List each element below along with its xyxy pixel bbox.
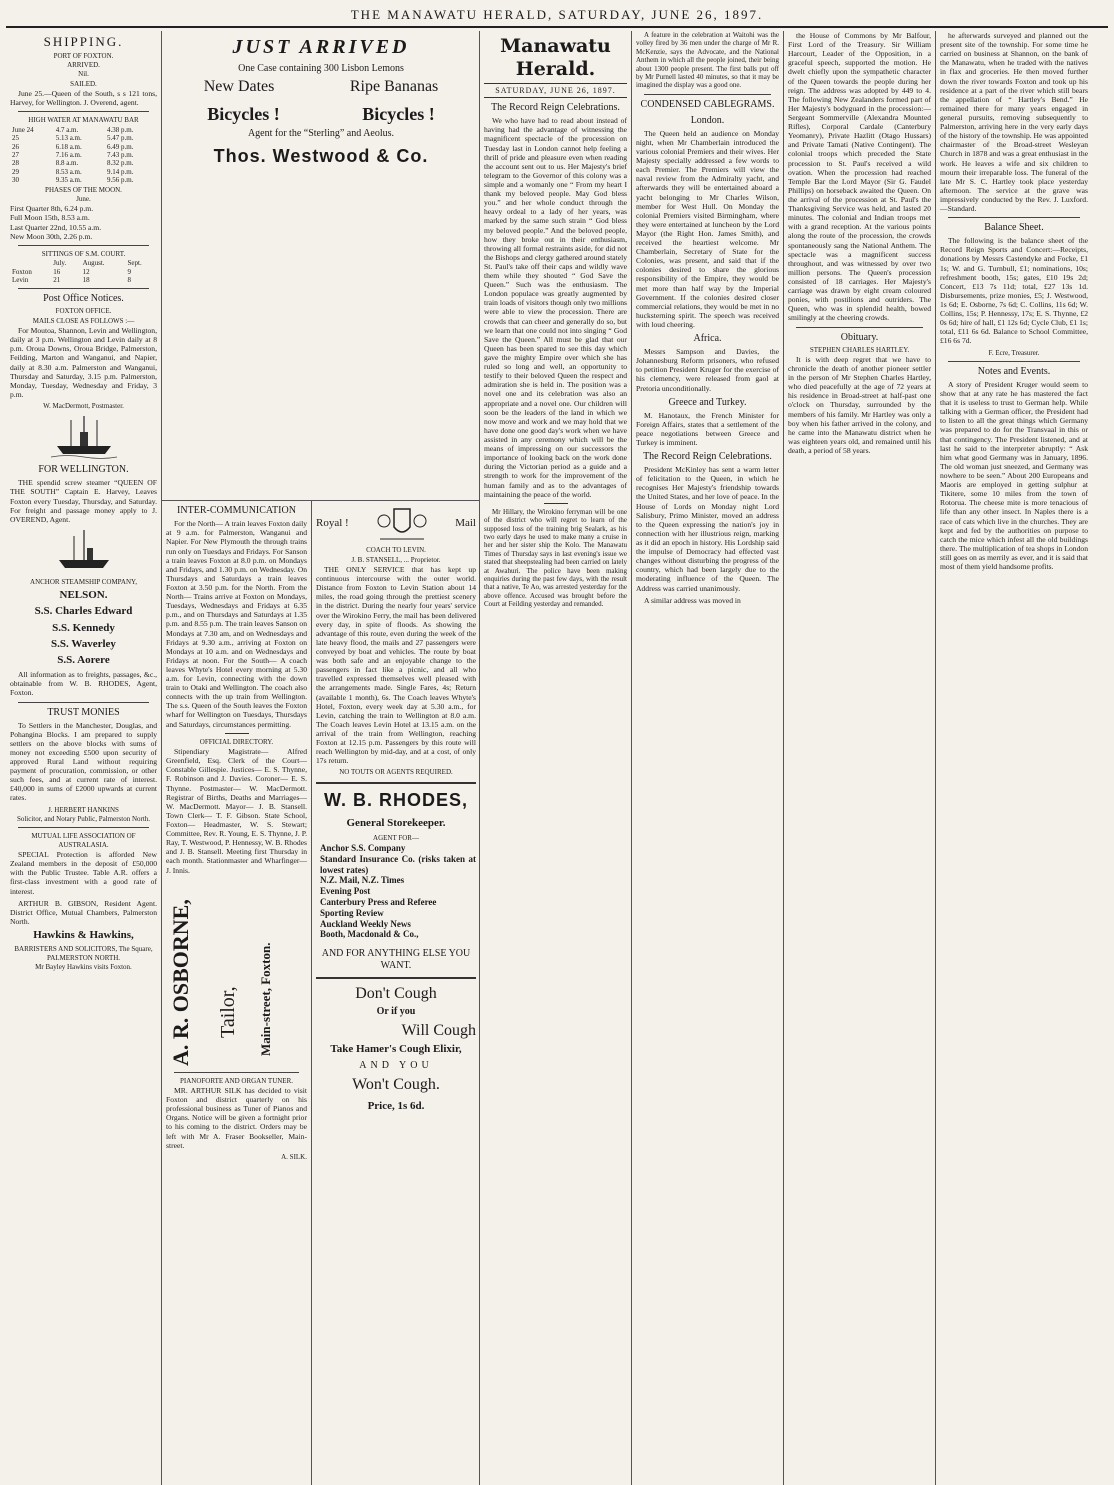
silk-signature: A. SILK. <box>281 1152 307 1161</box>
arrived-label: ARRIVED. <box>67 60 100 69</box>
high-water-row <box>10 176 157 184</box>
anchor-ship-icon <box>49 528 119 574</box>
hankins-name: J. HERBERT HANKINS <box>48 805 119 814</box>
post-office-title: Post Office Notices. <box>43 293 124 305</box>
high-water-table <box>10 126 157 185</box>
shipping-title: SHIPPING. <box>43 34 124 49</box>
bananas-text: Ripe Bananas <box>349 78 439 95</box>
trust-title: TRUST MONIES <box>47 706 120 718</box>
divider <box>316 782 476 784</box>
moon-title: PHASES OF THE MOON. <box>45 185 122 194</box>
agency-item: Evening Post <box>320 886 371 897</box>
hawkins-visit: Mr Bayley Hawkins visits Foxton. <box>35 962 132 971</box>
piano-text: MR. ARTHUR SILK has decided to visit Foxton and district quarterly on his professional business as Tuner of Pianos and Organs. Notice will be given a fortnight prior to his coming to the district. Orders may be left with Mr A. Fraser Bookseller, Main-street. <box>166 1086 307 1150</box>
gibson-text: ARTHUR B. GIBSON, Resident Agent. District Office, Mutual Chambers, Palmerston North. <box>10 898 157 926</box>
just-arrived-title: JUST ARRIVED <box>232 36 410 58</box>
just-arrived-ad <box>162 31 480 501</box>
divider <box>174 1072 299 1073</box>
osborne-tailor: Tailor, <box>217 985 239 1038</box>
divider <box>544 503 568 504</box>
ship-name: S.S. Aorere <box>57 654 110 667</box>
high-water-cell: 8.8 a.m. <box>55 159 79 168</box>
steamer-icon <box>49 414 119 460</box>
divider <box>796 327 923 328</box>
anchor-title: ANCHOR STEAMSHIP COMPANY, <box>30 577 137 586</box>
mails-label: MAILS CLOSE AS FOLLOWS :— <box>32 316 135 325</box>
moon-phase: Last Quarter 22nd, 10.55 a.m. <box>10 222 102 232</box>
column-6 <box>936 31 1092 1485</box>
column-3 <box>480 31 632 1485</box>
reign2-text: President McKinley has sent a warm letter of felicitation to the Queen, in which he recognises Her Majesty's friendship towards the United States, and her love of peace. In the House of Lords on Monday night Lord Salisbury, Primo Minister, moved an address to the Queen expressing the nation's joy in connection with her illustrious reign, marking as it did an epoch in history. His Lordship said the impulse of Democracy had effected vast changes without disturbing the progress of the country, which had been largely due to the moderating influence of the Queen. The Address was carried unanimously. <box>636 465 779 593</box>
notes-text: A story of President Kruger would seem to show that at any rate he has mastered the fact that it is useless to trust to German help. While talking with a German officer, the President had to listen to all the great things which Germany was prepared to do for the Transvaal in this or that contingency. The President listened, and at last he said to the interpreter abruptly: “ Ask him what good Germany was in January, 1896. The old woman just sneezed, and Germany was nowhere to be seen.” About 200 Europeans and Maoris are employed in getting sulphur at Tikitere, some 10 miles from the town of Rotorua. The cheese mite is more tenacious of life than any other insect. In Naples there is a race of cats which live in the churches. They are kept and fed by the authorities on purpose to catch the mice which infest all the old buildings there. The multiplication of tea shops in London still goes on as merrily as ever, and it is said that most of them yield handsome profits. <box>940 379 1088 572</box>
london-title: London. <box>690 114 725 126</box>
column-4 <box>632 31 784 1485</box>
agency-item: Sporting Review <box>320 907 384 918</box>
divider <box>644 94 771 95</box>
balance-title: Balance Sheet. <box>984 222 1044 234</box>
high-water-row <box>10 134 157 142</box>
will-cough: Will Cough <box>401 1022 476 1040</box>
court-header-cell: July. <box>53 259 67 268</box>
similar-text: A similar address was moved in <box>644 595 741 605</box>
agency-item: Auckland Weekly News <box>320 918 411 929</box>
moon-phase: New Moon 30th, 2.26 p.m. <box>10 231 93 241</box>
columns <box>6 31 1108 1485</box>
hawkins-title: Hawkins & Hawkins, <box>33 928 134 941</box>
high-water-cell: 30 <box>12 176 19 185</box>
sailed-text: June 25.—Queen of the South, s s 121 tons, Harvey, for Wellington. J. Overend, agent. <box>10 89 157 108</box>
agency-item: Canterbury Press and Referee <box>320 896 437 907</box>
anchor-info: All information as to freights, passages, &c., obtainable from W. B. RHODES, Agent, Foxton. <box>10 670 157 698</box>
high-water-row <box>10 168 157 176</box>
coach-text: THE ONLY SERVICE that has kept up continuous intercourse with the outer world. Distance from Foxton to Levin Station about 14 miles, the road going through the prettiest scenery in the district. During the nearly four years' service over the Wirokino Ferry, the mail has been delivered every day, in spite of floods. As showing the advantage of this route, even during the week of the late heavy flood, the mails and 27 passengers were conveyed by boat and vehicles. The route by boat was both safe and an enjoyable change to the passengers in fact like a picnic, and all who travelled expressed themselves well pleased with the arrangements made. Single Fares, 4s; Return (available 1 month), 6s. The Coach leaves Whyte's Hotel, Foxton, every week day at 5.30 a.m., for Levin, catching the train to Wellington at 8.0 a.m. The Coach leaves Levin Hotel at 13.15 a.m. on the arrival of the train from Wellington, reaching Foxton at 12.15 p.m. Passengers by this route will reach Wellington by mid-day, and at a cost, of only 17s return. <box>316 564 476 766</box>
divider <box>948 361 1080 362</box>
high-water-title: HIGH WATER AT MANAWATU BAR <box>28 116 139 125</box>
high-water-cell: 5.13 a.m. <box>55 134 82 143</box>
agency-item: Booth, Macdonald & Co., <box>320 929 419 940</box>
high-water-cell: 28 <box>12 159 19 168</box>
hawkins-sub: BARRISTERS AND SOLICITORS, The Square, PALMERSTON NORTH. <box>14 945 153 962</box>
court-cell: 9 <box>127 267 132 276</box>
ships-list <box>10 605 157 667</box>
high-water-cell: 6.18 a.m. <box>55 142 82 151</box>
high-water-cell: 7.43 p.m. <box>107 150 134 159</box>
court-row <box>10 276 157 284</box>
bicycles-row <box>166 104 476 126</box>
high-water-cell: 8.53 a.m. <box>55 167 82 176</box>
high-water-cell: June 24 <box>12 125 34 134</box>
mutual-text: SPECIAL Protection is afforded New Zealand members in the deposit of £50,000 with the Public Trustee. Table A.R. offers a first-class investment with a good rate of interest. <box>10 850 157 896</box>
court-cell: 8 <box>127 275 132 284</box>
bicycle-agent: Agent for the “Sterling” and Aeolus. <box>247 127 395 139</box>
divider <box>316 977 476 979</box>
court-header-cell: Sept. <box>127 259 142 268</box>
agency-item: N.Z. Mail, N.Z. Times <box>320 875 405 886</box>
court-table <box>10 259 157 284</box>
reign-text: We who have had to read about instead of having had the advantage of witnessing the magnificent spectacle of the procession on Tuesday last in London cannot help feeling a thrill of pride and pleasure even when reading the account sent out to us. Her Majesty's brief telegram to the Governor of this colony was a simple and a womanly one “ From my heart I thank my beloved people. May God bless you.” and her whole conduct through the heavy ordeal to a lady of her years, was marked by the same such strain “ God bless my beloved people.” And the beloved people, how they broke out in their enthusiasm, throwing all formal restraints aside, for did not the Bishops and clergy gathered around stately St. Paul's take off their caps and wildly wave them while they shouted “ God Save the Queen.” Such was the enthusiasm. The London populace was greatly augmented by train loads of visitors though only two millions were able to view the procession. There are crowds that can cheer and generally do so, but we learn that one could not into singing “ God Save the Queen.” All must be glad that our Queen has been spared to see this day which gave the mighty Empire over which she has ruled so long and well, an opportunity to testify to their beloved Queen the respect and admiration she is held in. The position was a novel one and its celebration was also an appropriate and a novel one. Our children will soon be the leaders of the land in which we now move and work and we may hold that we have done one good day's work when we have assisted in any ceremony which will be the means of impressing on our successors the importance of looking back on the work done during the Victorian period as a guide and a strength to work for the improvement of the human family and as to the advantages of maintaining the peace of the world. <box>484 116 627 499</box>
court-cell: Levin <box>12 275 29 284</box>
high-water-cell: 29 <box>12 167 19 176</box>
ship-name: S.S. Charles Edward <box>34 605 133 618</box>
high-water-cell: 26 <box>12 142 19 151</box>
postmaster: W. MacDermott, Postmaster. <box>43 401 124 410</box>
column-2-left <box>162 501 312 1485</box>
high-water-cell: 25 <box>12 134 19 143</box>
mail-label: Mail <box>455 516 476 529</box>
court-row <box>10 268 157 276</box>
reign2-title: The Record Reign Celebrations. <box>643 451 772 463</box>
obituary-title: Obituary. <box>840 331 879 343</box>
high-water-cell: 4.7 a.m. <box>55 125 79 134</box>
notes-title: Notes and Events. <box>977 365 1051 377</box>
hankins-sub: Solicitor, and Notary Public, Palmerston North. <box>16 814 151 823</box>
official-title: OFFICIAL DIRECTORY. <box>199 737 274 746</box>
coat-of-arms-icon <box>372 503 432 543</box>
court-header-cell: August. <box>82 259 105 268</box>
post-office-sub: FOXTON OFFICE. <box>55 307 112 316</box>
inter-title: INTER-COMMUNICATION <box>177 505 296 517</box>
column-2 <box>162 31 480 1485</box>
anything-text: AND FOR ANYTHING ELSE YOU WANT. <box>321 948 471 972</box>
bicycles-left: Bicycles ! <box>207 104 280 125</box>
high-water-cell: 9.14 p.m. <box>107 167 134 176</box>
issue-date: SATURDAY, JUNE 26, 1897. <box>484 83 627 99</box>
or-if: Or if you <box>376 1006 416 1018</box>
obituary-name: STEPHEN CHARLES HARTLEY. <box>809 345 910 354</box>
high-water-cell: 6.49 p.m. <box>107 142 134 151</box>
moon-list <box>10 204 157 240</box>
wont-cough: Won't Cough. <box>352 1075 440 1093</box>
high-water-row <box>10 159 157 167</box>
trust-text: To Settlers in the Manchester, Douglas, and Pohangina Blocks. I am prepared to supply settlers on the above blocks with sums of money not exceeding £500 upon security of approved Rural Land without requiring payment of procuration, commission, or other such fees, and at current rate of interest. £40,000 in sums of £2000 upwards at current rates. <box>10 720 157 803</box>
inter-text: For the North— A train leaves Foxton daily at 9 a.m. for Palmerston, Wanganui and Napier. For New Plymouth the through trains run only on Tuesdays and Fridays. For Sanson a train leaves Foxton at 8.0 p.m. on Mondays and Fridays, and 1.30 p.m. on Wednesday. On Thursdays and Saturdays a train leaves Foxton at 3.50 p.m. for the North. From the North— Trains arrive at Foxton on Mondays, Tuesdays, Wednesdays and Fridays at 6.35 p.m., and on Thursdays and Saturdays at 1.35 p.m. and 8.55 p.m. The train leaves Sanson on Mondays at 7.30 am, and on Wednesdays and Fridays at 9.30 a.m., arriving at Foxton on Mondays at 10 a.m. and on Wednesdays and Fridays at noon. For the South— A coach leaves Whyte's Hotel every morning at 5.30 a.m. for Levin, connecting with the down train to Otaki and Wellington. The coach also connects with the up train from Wellington. The s.s. Queen of the South leaves the Foxton wharf for Wellington on Tuesdays, Thursdays and Saturdays, circumstances permitting. <box>166 519 307 729</box>
column-2-right <box>312 501 480 1485</box>
high-water-cell: 7.16 a.m. <box>55 150 82 159</box>
official-text: Stipendiary Magistrate— Alfred Greenfield, Esq. Clerk of the Court— Constable Gillespie. Justices— E. S. Thynne, F. Robinson and J. Davies. Coroner— E. S. Thynne. Postmaster— W. MacDermott. Registrar of Births, Deaths and Marriages— W. MacDermott. Mayor— J. B. Stansell. Town Clerk— T. F. Gibson. State School, Foxton— Headmaster, W. S. Stewart; Committee, Rev. R. Young, E. S. Thynne, J. P. Ray, T. Westwood, P. Hennessy, W. B. Rhodes and J. B. Stansell. Meeting first Thursday in each month. Stationmaster and Wharfinger— J. Innis. <box>166 747 307 875</box>
high-water-row <box>10 126 157 134</box>
court-header-cell <box>10 259 51 267</box>
high-water-cell: 27 <box>12 150 19 159</box>
celebration-text: A feature in the celebration at Waitohi was the volley fired by 36 men under the charge of Mr R. McKenzie, says the Advocate, and the National Anthem in which all the people joined, their being about 1300 people present. The first balls put off by Mr Purnell lasted 40 minutes, so that it may be imagined the display was a good one. <box>636 31 779 90</box>
column-1 <box>6 31 162 1485</box>
treasurer: F. Ecre, Treasurer. <box>988 348 1040 357</box>
agent-for: AGENT FOR— <box>373 833 419 842</box>
royal-mail-header <box>316 501 476 545</box>
column-5 <box>784 31 936 1485</box>
lemons-text: One Case containing 300 Lisbon Lemons <box>238 63 404 74</box>
obituary-text: It is with deep regret that we have to chronicle the death of another pioneer settler in the person of Mr Stephen Charles Hartley, who died peacefully at the age of 72 years at his residence in Broad-street at half-past one o'clock on Thursday, surrounded by the members of his family. Mr Hartley was only a boy when his father arrived in the colony, and he came into the Manawatu district when he was eighteen years old, and remained until his death, a period of 58 years. <box>788 354 931 455</box>
balance-text: The following is the balance sheet of the Record Reign Sports and Concert:—Receipts, donations by Messrs Castendyke and Focke, £1 1s; W. and G. Turnbull, £1; nominations, 10s; refreshment booth, 15s; gates, £10 19s 2d; Concert, £13 7s 11d; total, £27 13s 1d. Disbursements, prize monies, £5; J. Westwood, 1s 6d; E. Osborne, 7s 6d; C. Collins, 11s 6d; W. Collins, 15s; P. Hennessy, 17s; E. S. Thynne, £2 0s 6d; hire of hall, £1 12s 6d; Cycle Club, £1 1s; total, £11 6s 6d. Balance to School Committee, £16 6s 7d. <box>940 236 1088 346</box>
divider <box>18 702 149 703</box>
high-water-cell: 4.38 p.m. <box>107 125 134 134</box>
osborne-street: Main-street, Foxton. <box>258 942 273 1056</box>
and-you: AND YOU <box>359 1059 433 1071</box>
reign-title: The Record Reign Celebrations. <box>491 102 620 114</box>
royal-label: Royal ! <box>316 516 349 529</box>
wellington-text: THE spendid screw steamer “QUEEN OF THE SOUTH” Captain E. Harvey, Leaves Foxton every Tuesday, Thursday, and Saturday. For freight and passage money apply to J. OVEREND, Agent. <box>10 478 157 524</box>
hartley-text: he afterwards surveyed and planned out the present site of the township. For some time he carried on business at Shannon, on the bank of the Manawatu, when he traded with the natives in flax and groceries. He then moved further down the river towards Foxton and took up his residence at a part of the river which still bears the appellation of “ Hartley's Bend.” He remained there for many years engaged in general pursuits, removing subsequently to Palmerston, arriving here in the very early days of the history of the township. He was appointed chairmaster of the Broad-street Wesleyan Church in 1878 and was a great enthusiast in the work. He leaves a wife and six children to mourn their irreparable loss. The funeral of the late Mr S. C. Hartley took place yesterday afternoon. The service at the grave was impressively conducted by the Rev. J. Luxford.—Standard. <box>940 31 1088 214</box>
cables-title: CONDENSED CABLEGRAMS. <box>640 98 775 110</box>
africa-text: Messrs Sampson and Davies, the Johannesburg Reform prisoners, who refused to petition President Kruger for the exercise of his clemency, were released from gaol at Pretoria unconditionally. <box>636 347 779 393</box>
ship-name: S.S. Waverley <box>51 637 116 650</box>
divider <box>948 217 1080 218</box>
coach-proprietor: J. B. STANSELL, ... Proprietor. <box>351 555 441 564</box>
port-label: PORT OF FOXTON. <box>53 51 114 60</box>
court-cell: Foxton <box>12 267 32 276</box>
moon-phase: Full Moon 15th, 8.53 a.m. <box>10 213 90 223</box>
fruit-row <box>166 77 476 96</box>
mutual-title: MUTUAL LIFE ASSOCIATION OF AUSTRALASIA. <box>31 832 136 849</box>
osborne-ad <box>166 878 307 1068</box>
greece-title: Greece and Turkey. <box>668 396 747 408</box>
wellington-title: FOR WELLINGTON. <box>38 464 129 476</box>
agencies-list <box>320 843 476 940</box>
divider <box>18 111 149 112</box>
moon-month: June. <box>76 194 91 203</box>
ship-name: S.S. Kennedy <box>52 621 115 634</box>
dont-cough: Don't Cough <box>355 985 437 1003</box>
divider <box>225 733 249 734</box>
westwood-title: Thos. Westwood & Co. <box>213 145 429 166</box>
coach-title: COACH TO LEVIN. <box>366 546 426 555</box>
no-touts: NO TOUTS OR AGENTS REQUIRED. <box>339 768 453 777</box>
africa-title: Africa. <box>693 333 722 345</box>
moon-phase: First Quarter 8th, 6.24 p.m. <box>10 204 94 214</box>
osborne-name: A. R. OSBORNE, <box>168 898 193 1066</box>
storekeeper: General Storekeeper. <box>346 817 446 830</box>
nameplate: Manawatu Herald. <box>500 35 611 80</box>
nil-label: Nil. <box>78 70 89 79</box>
rhodes-title: W. B. RHODES, <box>323 789 468 810</box>
high-water-cell: 5.47 p.m. <box>107 134 134 143</box>
high-water-cell: 8.32 p.m. <box>107 159 134 168</box>
masthead: THE MANAWATU HERALD, SATURDAY, JUNE 26, 1897. <box>6 4 1108 28</box>
local-news: Mr Hillary, the Wirokino ferryman will be one of the district who will regret to learn of the supposed loss of the training brig Sealark, as his two early days he used to make many a cruise in her and her sister ship the Kolo. The Manawatu Times of Thursday says in last evening's issue we stated that sheepstealing had been carried on lately at Awahuri. The police have been making enquiries during the past few days, with the result that a native, Te Ao, was arrested yesterday for the above offence. Accused was brought before the Court at Feilding yesterday and remanded. <box>484 507 627 609</box>
piano-title: PIANOFORTE AND ORGAN TUNER. <box>179 1076 293 1085</box>
bicycles-right: Bicycles ! <box>362 104 435 125</box>
sailed-label: SAILED. <box>70 79 97 88</box>
high-water-row <box>10 151 157 159</box>
high-water-row <box>10 143 157 151</box>
anchor-sub: NELSON. <box>59 589 108 602</box>
court-cell: 18 <box>82 275 90 284</box>
court-cell: 16 <box>53 267 61 276</box>
divider <box>18 288 149 289</box>
divider <box>18 245 149 246</box>
post-office-text: For Moutoa, Shannon, Levin and Wellington, daily at 3 p.m. Wellington and Levin daily at 8 p.m. Oroua Downs, Oroua Bridge, Palmerston, Feilding, Marton and Wanganui, and Napier, daily at 8.30 a.m. Palmerston and Wanganui, Thursday and Saturday, 3.15 p.m. Palmerston, Monday, Tuesday, Wednesday and Friday, 3 p.m. <box>10 326 157 399</box>
high-water-cell: 9.56 p.m. <box>107 176 134 185</box>
agency-item: Anchor S.S. Company <box>320 842 406 853</box>
court-title: SITTINGS OF S.M. COURT. <box>41 249 126 258</box>
court-cell: 21 <box>53 275 61 284</box>
london-text: The Queen held an audience on Monday night, when Mr Chamberlain introduced the various colonial Premiers and their wives. Her Majesty specially addressed a few words to each Premier. The Premiers will view the naval review from the Admiralty yacht, and afterwards they will be entertained aboard a yacht belonging to Mr Charles Wilson, member for West Hull. On Monday the colonial Premiers visited Birmingham, where they were entertained at luncheon by the Lord Mayor (the Right Hon. James Smith), and received the heartiest welcome. Mr Chamberlain, Secretary of State for the Colonies, was present, and said that if the colonies desired to share the glorious responsibility of the Empire, they would be met more than half way by the Imperial Government. If the colonies desired closer commercial relations, they would be met in no hucksterning spirit. The speech was received with loud cheering. <box>636 128 779 330</box>
dates-text: New Dates <box>203 78 275 95</box>
hamers-elixir: Take Hamer's Cough Elixir, <box>330 1043 462 1056</box>
high-water-cell: 9.35 a.m. <box>55 176 82 185</box>
commons-text: the House of Commons by Mr Balfour, First Lord of the Treasury. Sir William Harcourt, Leader of the Opposition, in a graceful speech, supported the motion. He dwelt chiefly upon the sympathetic character of the Queen towards the people during her reign. The address was adopted by 449 to 4. The following New Zealanders formed part of Her Majesty's bodyguard in the procession:—Sergeant Sommerville (Alexandra Mounted Rifles), Corporal Cardale (Canterbury Yeomanry), Private Hazlitt (Otago Hussars) and Private Tamati (Native Contingent). The colonial troops which preceded the State procession to St. Paul's received a wild ovation. When the procession had reached Temple Bar the Lord Mayor (Sir G. Faudel Phillips) on horseback awaited the Queen. On the arrival of the procession at St. Paul's the Thanksgiving Service was held, and lasted 20 minutes. The colonial and Indian troops met with a grand reception. At the various points along the route of the procession, the crowds spontaneously sang the National Anthem. The spectacle was a magnificent success throughout, and was witnessed by over two million persons. The Queen's procession consisted of 18 carriages. Her Majesty's carriage was drawn by eight cream coloured ponies, with postilions and outriders. The Queen, who was in splendid health, bowed smilingly at the cheering crowds. <box>788 31 931 323</box>
divider <box>18 827 149 828</box>
price: Price, 1s 6d. <box>367 1099 425 1112</box>
court-cell: 12 <box>82 267 90 276</box>
greece-text: M. Hanotaux, the French Minister for Foreign Affairs, states that a settlement of the peace negotiations between Greece and Turkey is imminent. <box>636 410 779 448</box>
agency-item: Standard Insurance Co. (risks taken at lowest rates) <box>320 853 476 875</box>
